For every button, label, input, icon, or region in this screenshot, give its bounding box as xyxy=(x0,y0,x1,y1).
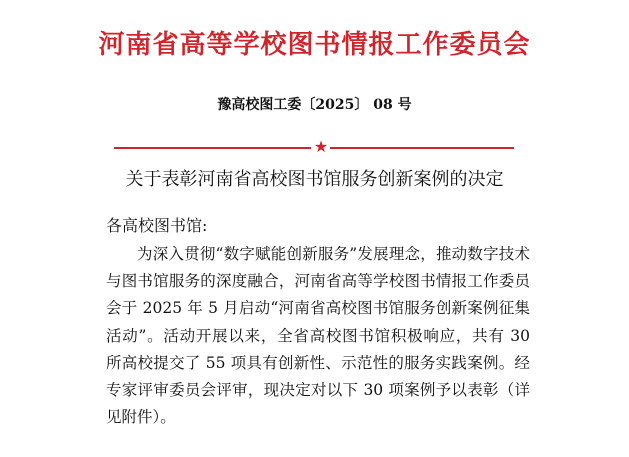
star-icon: ★ xyxy=(313,137,329,156)
document-title: 关于表彰河南省高校图书馆服务创新案例的决定 xyxy=(125,169,504,190)
issuing-organization-header: 河南省高等学校图书情报工作委员会 xyxy=(98,30,531,60)
body-paragraph: 为深入贯彻“数字赋能创新服务”发展理念，推动数字技术与图书馆服务的深度融合，河南省高等学校图书情报工作委员会于 2025 年 5 月启动“河南省高校图书馆服务创新案例征集活动”。活动开展以来，全省高校图书馆积极响应，共有 30 所高校提交了 55 项具有创新性、示范性的服务实践案例。经专家评审委员会评审，现决定对以下 30 项案例予以表彰（详见附件）。 xyxy=(106,245,530,427)
divider-line-left xyxy=(114,147,311,149)
red-divider xyxy=(114,138,514,158)
document-number: 豫高校图工委〔2025〕 08 号 xyxy=(217,97,412,113)
salutation: 各高校图书馆: xyxy=(106,216,208,235)
divider-line-right xyxy=(330,147,514,149)
